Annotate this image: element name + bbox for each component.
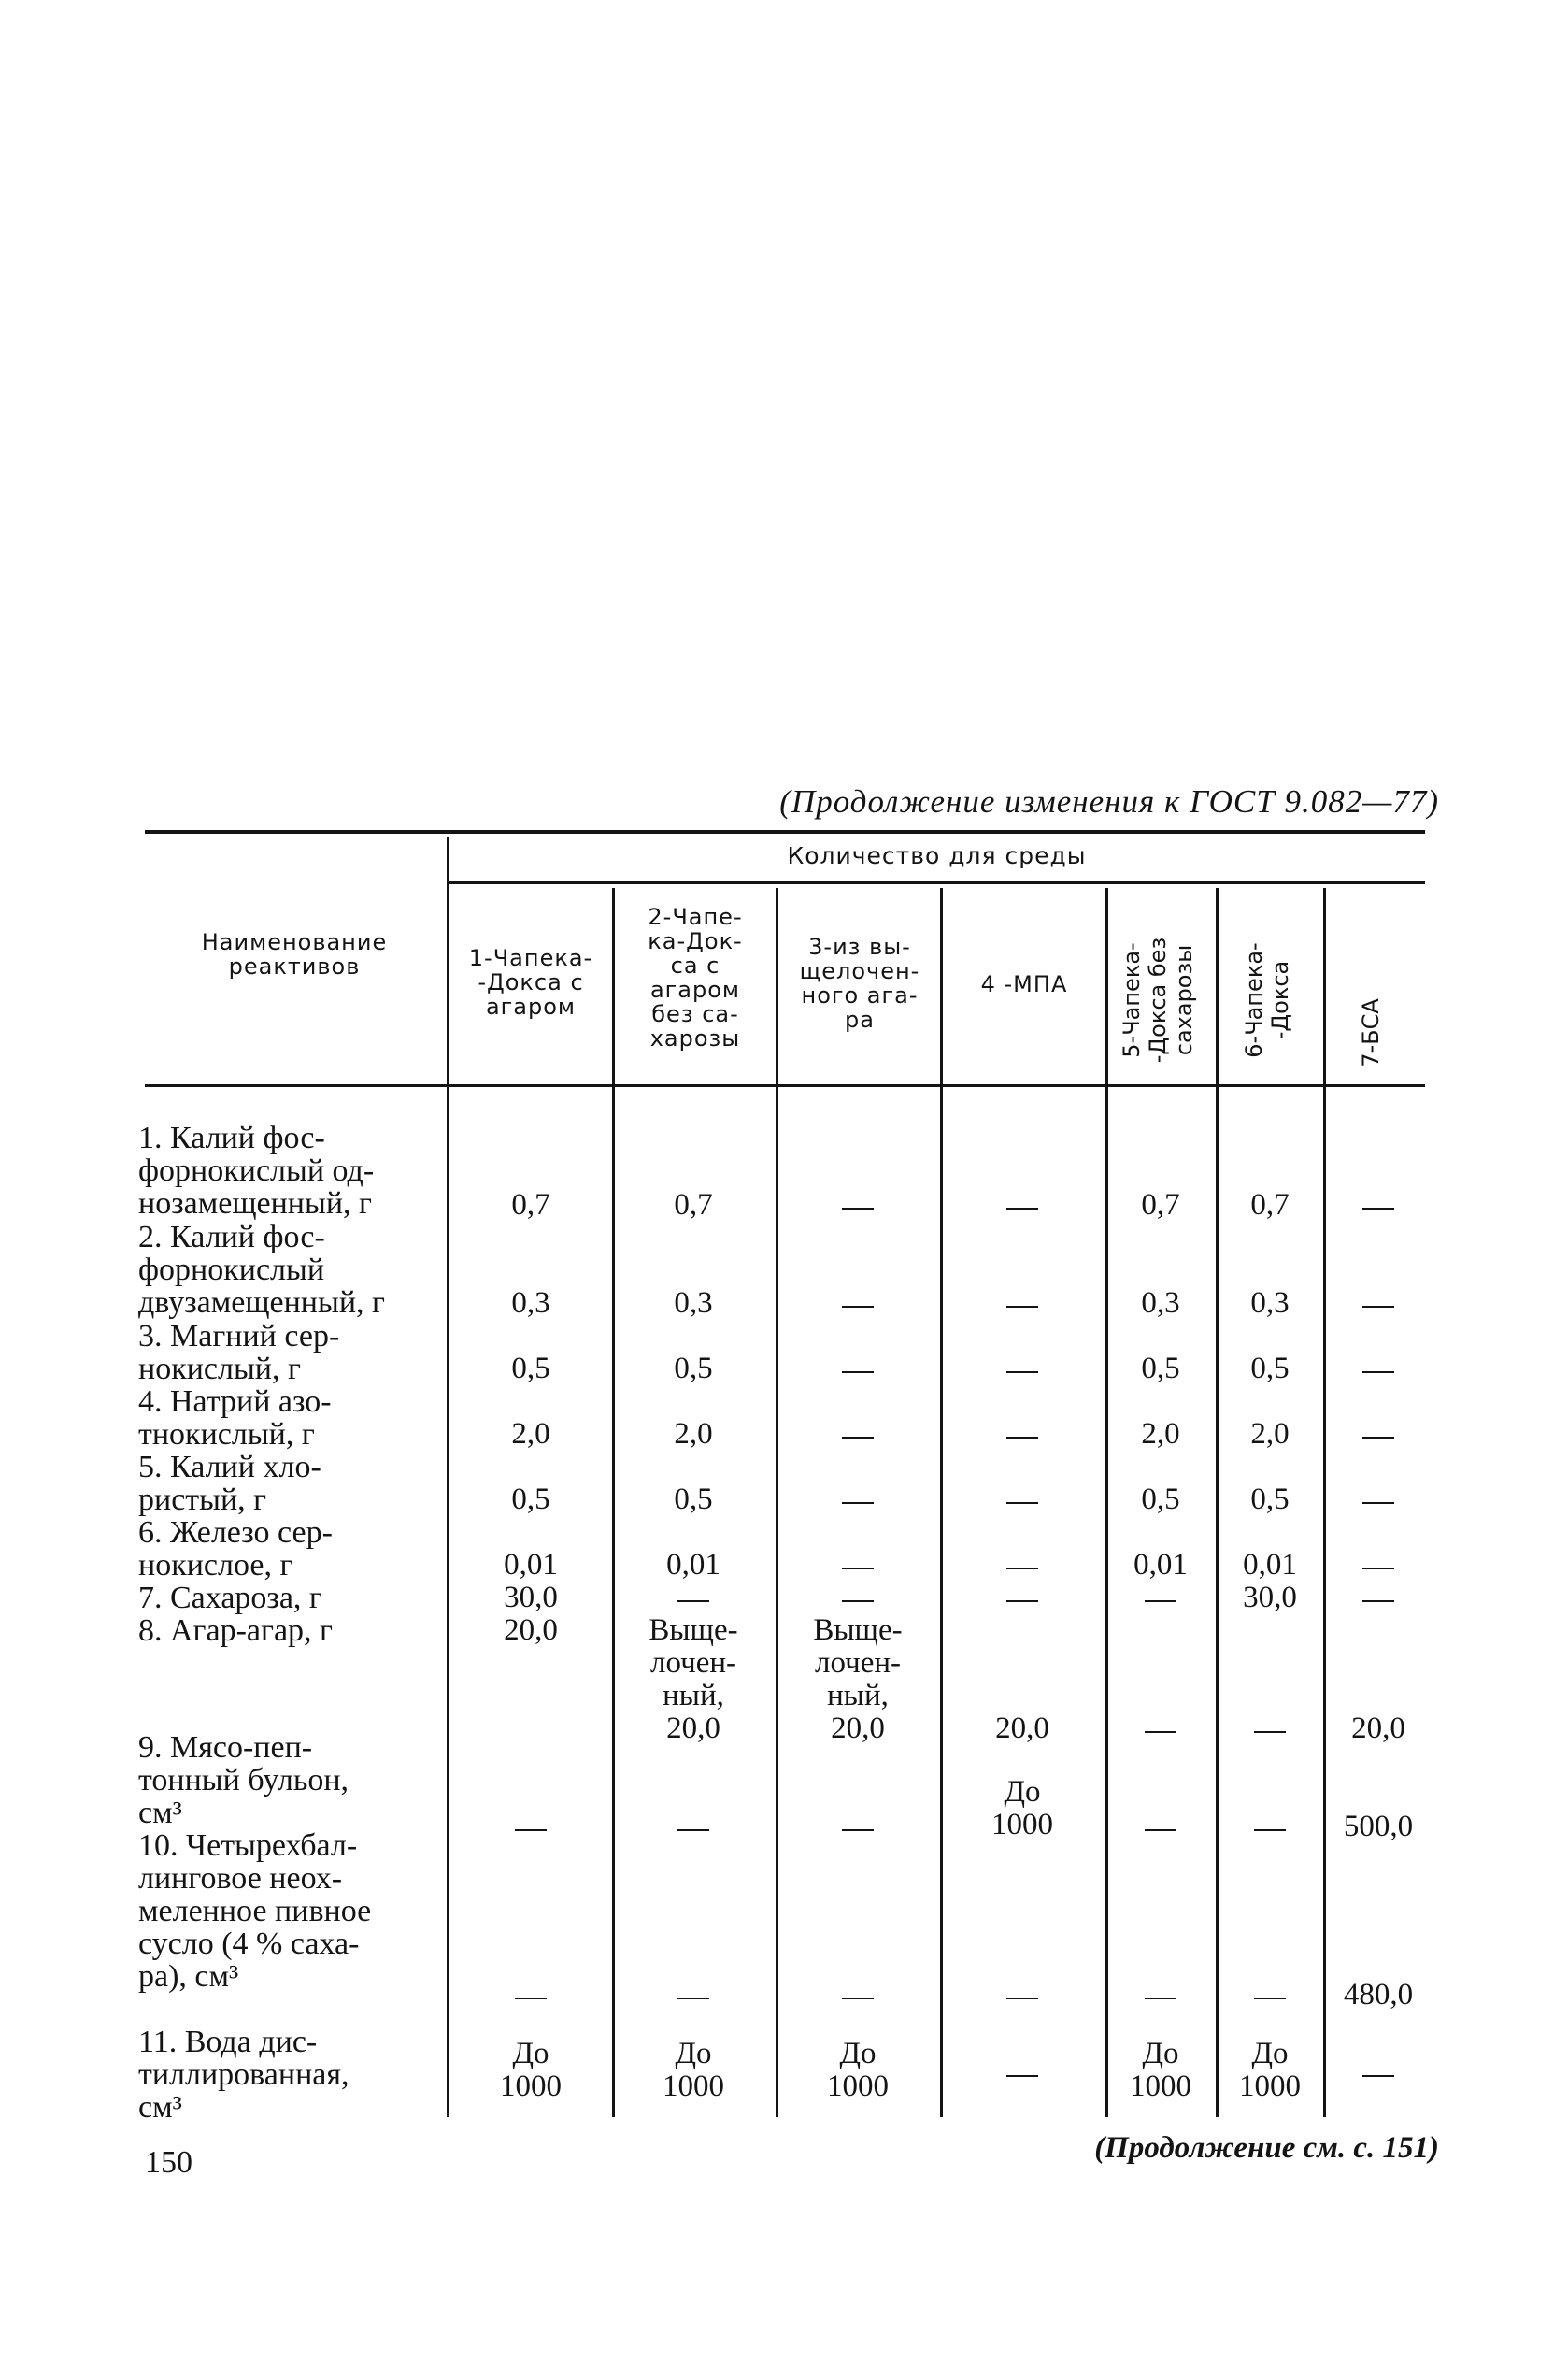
column-divider (940, 888, 943, 2117)
page-number: 150 (145, 2145, 192, 2180)
table-cell: 0,5 (1141, 1482, 1180, 1516)
empty-cell-dash (1006, 1306, 1038, 1308)
table-cell: 0,5 (1141, 1352, 1180, 1385)
table-cell: 0,5 (674, 1352, 713, 1385)
empty-cell-dash (1362, 1437, 1394, 1439)
table-cell: 0,5 (674, 1482, 713, 1516)
column-header-2: 2-Чапе- ка-Док- са с агаром без са- харозы (648, 904, 743, 1052)
table-cell: 0,3 (674, 1286, 713, 1320)
empty-cell-dash (842, 1568, 874, 1569)
empty-cell-dash (1145, 1998, 1176, 1999)
row-label-line: 8. Агар-агар, г (138, 1613, 333, 1648)
row-label-line: 1. Калий фос- (138, 1121, 325, 1155)
row-label-line: нозамещенный, г (138, 1186, 372, 1221)
table-cell: Выще- лочен- ный, 20,0 (649, 1613, 738, 1745)
row-label-line: двузамещенный, г (138, 1285, 385, 1320)
reagent-name-header: Наименование реактивов (201, 929, 388, 980)
row-label-line: 7. Сахароза, г (138, 1581, 322, 1615)
empty-cell-dash (842, 1306, 874, 1308)
empty-cell-dash (1362, 1568, 1394, 1569)
column-header-1: 1-Чапека- -Докса с агаром (468, 945, 593, 1020)
column-header-5: 5-Чапека- -Докса без сахарозы (1119, 937, 1197, 1064)
table-cell: Выще- лочен- ный, 20,0 (813, 1613, 903, 1745)
table-cell: 20,0 (995, 1711, 1049, 1745)
row-label-line: форнокислый од- (138, 1153, 375, 1188)
row-label (138, 1582, 456, 1614)
row-label (138, 2026, 456, 2124)
row-label-line: форнокислый (138, 1253, 325, 1287)
table-cell: 0,5 (511, 1352, 550, 1385)
table-cell: До 1000 (500, 2037, 562, 2103)
row-label-line: 3. Магний сер- (138, 1319, 340, 1353)
empty-cell-dash (842, 1998, 874, 1999)
group-header: Количество для среды (787, 842, 1087, 869)
empty-cell-dash (842, 1371, 874, 1373)
row-label-line: 4. Натрий азо- (138, 1384, 332, 1419)
empty-cell-dash (1145, 1731, 1176, 1733)
empty-cell-dash (677, 1829, 709, 1831)
row-label-line: сусло (4 % саха- (138, 1926, 360, 1961)
row-label (138, 1451, 456, 1516)
empty-cell-dash (842, 1600, 874, 1602)
continuation-header-note: (Продолжение изменения к ГОСТ 9.082—77) (779, 783, 1439, 820)
table-cell: 0,01 (1243, 1548, 1297, 1582)
empty-cell-dash (1006, 1600, 1038, 1602)
row-label-line: 11. Вода дис- (138, 2025, 318, 2059)
row-label-line: см³ (138, 1796, 182, 1830)
table-cell: 30,0 (1243, 1581, 1297, 1614)
table-cell: 0,7 (1250, 1188, 1290, 1222)
table-cell: 0,5 (1250, 1352, 1290, 1385)
row-label-line: меленное пивное (138, 1894, 372, 1928)
row-label (138, 1829, 456, 1993)
header-bottom-rule (145, 1084, 1425, 1087)
row-label-line: линговое неох- (138, 1861, 343, 1896)
table-cell: 0,7 (1141, 1188, 1180, 1222)
empty-cell-dash (1362, 1502, 1394, 1504)
table-cell: 480,0 (1343, 1978, 1414, 2012)
empty-cell-dash (1006, 1568, 1038, 1569)
empty-cell-dash (1362, 1208, 1394, 1210)
row-label (138, 1122, 456, 1220)
empty-cell-dash (842, 1829, 874, 1831)
table-cell: 0,01 (504, 1548, 558, 1582)
table-cell: 2,0 (1250, 1417, 1290, 1451)
table-cell: 0,5 (511, 1482, 550, 1516)
column-header-3: 3-из вы- щелочен- ного ага- ра (799, 934, 920, 1033)
table-cell: 0,7 (674, 1188, 713, 1222)
empty-cell-dash (842, 1208, 874, 1210)
row-label-line: см³ (138, 2090, 182, 2125)
row-label-line: нокислое, г (138, 1548, 293, 1582)
row-label-line: ристый, г (138, 1482, 267, 1517)
group-header-rule (449, 881, 1425, 884)
table-cell: 0,7 (511, 1188, 550, 1222)
table-cell: 0,01 (666, 1548, 720, 1582)
table-cell: 0,3 (511, 1286, 550, 1320)
empty-cell-dash (842, 1502, 874, 1504)
table-cell: До 1000 (1239, 2037, 1301, 2103)
empty-cell-dash (515, 1829, 547, 1831)
table-cell: 0,01 (1133, 1548, 1188, 1582)
table-cell: 0,5 (1250, 1482, 1290, 1516)
empty-cell-dash (1006, 1502, 1038, 1504)
row-label (138, 1731, 456, 1829)
table-cell: До 1000 (1130, 2037, 1191, 2103)
table-cell: 20,0 (1351, 1711, 1405, 1745)
empty-cell-dash (842, 1437, 874, 1439)
continuation-footer-note: (Продолжение см. с. 151) (1094, 2131, 1439, 2165)
row-label-line: тонный бульон, (138, 1763, 349, 1797)
column-header-6: 6-Чапека- -Докса (1241, 942, 1293, 1058)
row-label-line: 2. Калий фос- (138, 1220, 325, 1254)
table-cell: 500,0 (1343, 1810, 1414, 1843)
column-header-4: 4 -МПА (980, 971, 1068, 997)
empty-cell-dash (1006, 1998, 1038, 1999)
table-cell: 0,3 (1141, 1286, 1180, 1320)
empty-cell-dash (1362, 1306, 1394, 1308)
table-cell: 20,0 (504, 1613, 558, 1647)
table-cell: 2,0 (511, 1417, 550, 1451)
row-label-line: тиллированная, (138, 2057, 349, 2092)
empty-cell-dash (677, 1600, 709, 1602)
empty-cell-dash (1006, 2075, 1038, 2077)
empty-cell-dash (1362, 2075, 1394, 2077)
table-cell: До 1000 (663, 2037, 724, 2103)
row-label-line: 9. Мясо-пеп- (138, 1730, 313, 1765)
row-label-line: 10. Четырехбал- (138, 1828, 358, 1863)
empty-cell-dash (1254, 1998, 1286, 1999)
empty-cell-dash (515, 1998, 547, 1999)
empty-cell-dash (1145, 1600, 1176, 1602)
table-cell: 2,0 (674, 1417, 713, 1451)
column-header-7: 7-БСА (1358, 998, 1384, 1067)
row-label (138, 1221, 456, 1319)
row-label-line: нокислый, г (138, 1352, 301, 1386)
column-divider (776, 888, 778, 2117)
table-cell: 2,0 (1141, 1417, 1180, 1451)
table-cell: До 1000 (827, 2037, 889, 2103)
row-label-line: ра), см³ (138, 1959, 239, 1994)
row-label-line: 6. Железо сер- (138, 1515, 333, 1550)
empty-cell-dash (1254, 1731, 1286, 1733)
row-label-line: 5. Калий хло- (138, 1450, 321, 1484)
table-cell: До 1000 (991, 1775, 1053, 1841)
empty-cell-dash (677, 1998, 709, 1999)
row-label (138, 1385, 456, 1451)
empty-cell-dash (1006, 1371, 1038, 1373)
row-label (138, 1614, 456, 1647)
empty-cell-dash (1362, 1600, 1394, 1602)
empty-cell-dash (1006, 1437, 1038, 1439)
row-label-line: тнокислый, г (138, 1417, 315, 1452)
row-label (138, 1320, 456, 1385)
table-cell: 0,3 (1250, 1286, 1290, 1320)
empty-cell-dash (1006, 1208, 1038, 1210)
empty-cell-dash (1145, 1829, 1176, 1831)
table-top-rule (145, 830, 1425, 834)
empty-cell-dash (1254, 1829, 1286, 1831)
row-label (138, 1516, 456, 1582)
table-cell: 30,0 (504, 1581, 558, 1614)
empty-cell-dash (1362, 1371, 1394, 1373)
